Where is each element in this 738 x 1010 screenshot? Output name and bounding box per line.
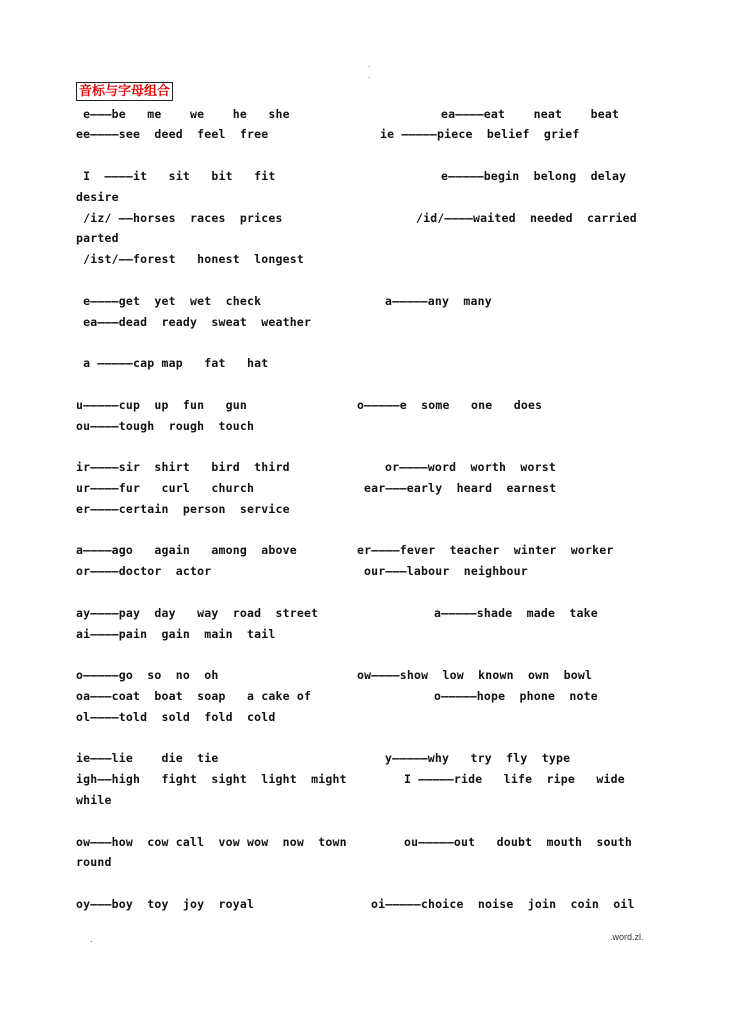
text-line: e—————begin belong delay [441,169,627,183]
header-dot: . [368,60,371,69]
text-line: ie———lie die tie [76,751,219,765]
text-line: a —————cap map fat hat [76,356,269,370]
text-line: igh——high fight sight light might [76,772,347,786]
text-line: o—————hope phone note [434,689,598,703]
text-line: ol————told sold fold cold [76,710,276,724]
text-line: er————fever teacher winter worker [357,543,614,557]
text-line: oy———boy toy joy royal [76,897,255,911]
text-line: er————certain person service [76,502,290,516]
text-line: e————get yet wet check [76,294,262,308]
text-line: ou—————out doubt mouth south [404,835,632,849]
footer-right: .word.zl. [610,932,644,942]
footer-left: . [90,934,93,944]
text-line: /id/————waited needed carried [416,211,637,225]
text-line: a—————any many [385,294,492,308]
text-line: ur————fur curl church [76,481,255,495]
text-line: ay————pay day way road street [76,606,319,620]
text-line: ir————sir shirt bird third [76,460,290,474]
text-line: ie —————piece belief grief [380,127,580,141]
text-line: oi—————choice noise join coin oil [371,897,635,911]
text-line: or————doctor actor [76,564,212,578]
text-line: parted [76,231,119,245]
text-line: our———labour neighbour [364,564,528,578]
text-line: y—————why try fly type [385,751,571,765]
text-line: ee————see deed feel free [76,127,269,141]
text-line: ear———early heard earnest [364,481,557,495]
text-line: round [76,855,112,869]
text-line: I —————ride life ripe wide [404,772,625,786]
text-line: ow———how cow call vow wow now town [76,835,347,849]
text-line: desire [76,190,119,204]
header-dot: . [368,71,371,80]
text-line: ow————show low known own bowl [357,668,593,682]
text-line: /ist/——forest honest longest [76,252,304,266]
text-line: o—————e some one does [357,398,543,412]
text-line: /iz/ ——horses races prices [76,211,283,225]
text-line: a————ago again among above [76,543,297,557]
text-line: or————word worth worst [385,460,556,474]
text-line: e———be me we he she [76,107,290,121]
text-line: ou————tough rough touch [76,419,255,433]
text-line: a—————shade made take [434,606,598,620]
text-line: while [76,793,112,807]
text-line: ea————eat neat beat [441,107,620,121]
text-line: ai————pain gain main tail [76,627,276,641]
section-title: 音标与字母组合 [76,82,173,101]
text-line: ea———dead ready sweat weather [76,315,312,329]
text-line: u—————cup up fun gun [76,398,247,412]
text-line: o—————go so no oh [76,668,219,682]
text-line: I ————it sit bit fit [76,169,276,183]
text-line: oa———coat boat soap a cake of [76,689,312,703]
